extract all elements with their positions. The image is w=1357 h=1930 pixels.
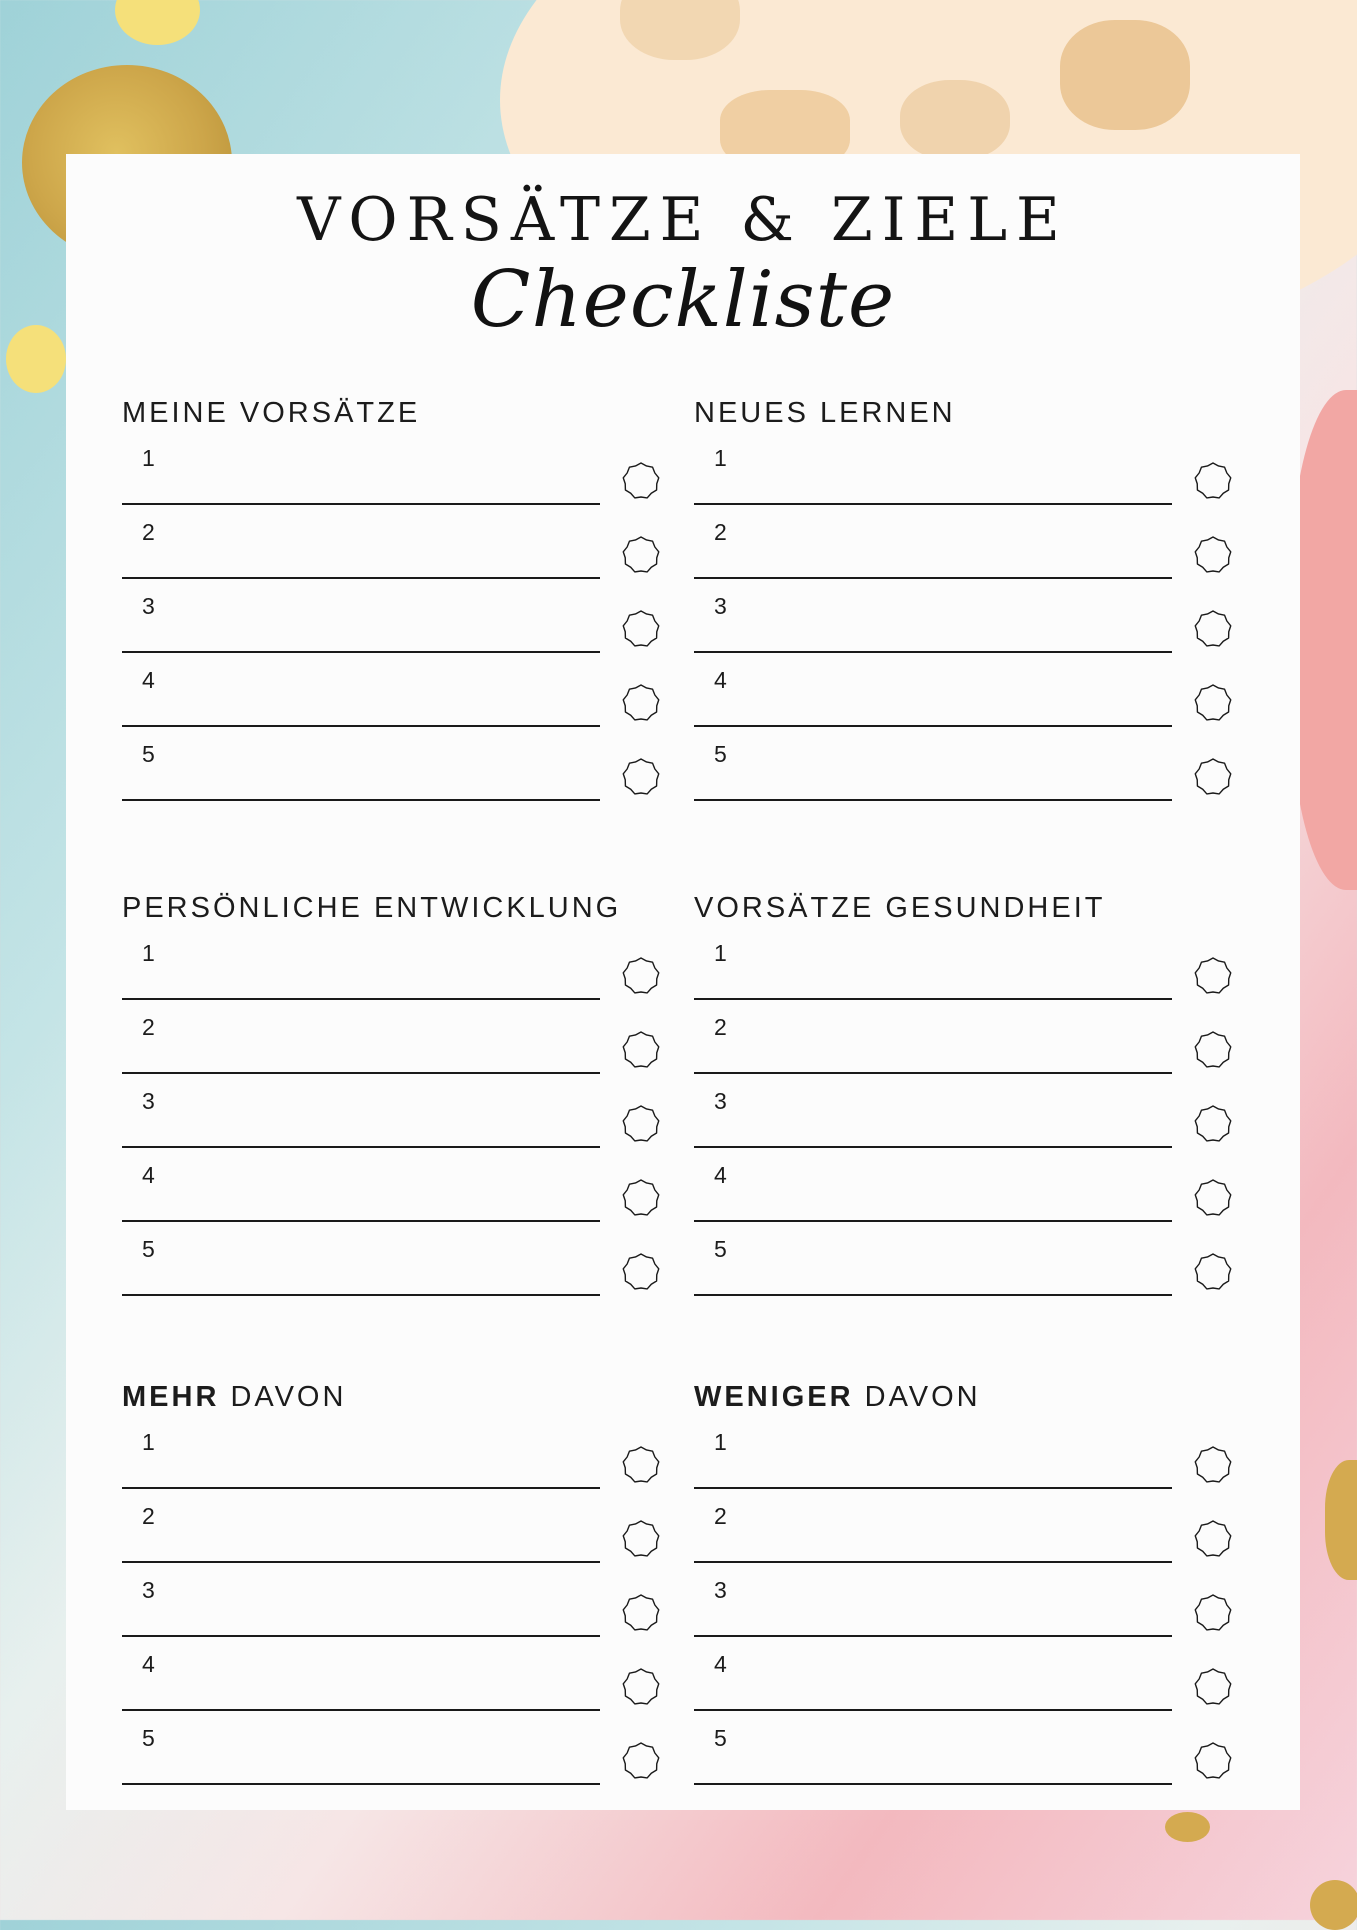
section-title [122, 1383, 346, 1412]
section-title-text: DAVON [853, 1381, 981, 1413]
scalloped-circle-checkbox-icon[interactable] [1193, 609, 1233, 649]
bg-gold-splash [1325, 1460, 1357, 1580]
section-title-bold: MEHR [122, 1381, 220, 1413]
section-title [122, 894, 621, 923]
row-number: 1 [142, 940, 155, 966]
row-number: 5 [142, 1236, 155, 1262]
checklist-row[interactable] [122, 1711, 600, 1785]
checklist-row[interactable] [122, 653, 600, 727]
checklist-row[interactable] [694, 1000, 1172, 1074]
row-number: 3 [714, 593, 727, 619]
write-line [694, 1783, 1172, 1785]
write-line [122, 1783, 600, 1785]
row-number: 3 [714, 1577, 727, 1603]
scalloped-circle-checkbox-icon[interactable] [1193, 1667, 1233, 1707]
row-number: 1 [714, 1429, 727, 1455]
row-number: 2 [142, 1014, 155, 1040]
row-number: 4 [714, 1162, 727, 1188]
scalloped-circle-checkbox-icon[interactable] [1193, 1252, 1233, 1292]
write-line [694, 799, 1172, 801]
checklist-row[interactable] [694, 926, 1172, 1000]
row-number: 2 [714, 519, 727, 545]
section-title [694, 894, 1106, 923]
row-number: 4 [142, 1651, 155, 1677]
write-line [122, 799, 600, 801]
checklist-row[interactable] [694, 1563, 1172, 1637]
row-number: 4 [142, 1162, 155, 1188]
checklist-row[interactable] [122, 1222, 600, 1296]
row-number: 3 [142, 1088, 155, 1114]
checklist-row[interactable] [122, 1074, 600, 1148]
checklist-section [66, 894, 646, 1334]
checklist-row[interactable] [122, 1148, 600, 1222]
row-number: 5 [714, 741, 727, 767]
row-number: 2 [142, 1503, 155, 1529]
checklist-row[interactable] [122, 1637, 600, 1711]
scalloped-circle-checkbox-icon[interactable] [1193, 461, 1233, 501]
checklist-row[interactable] [694, 1148, 1172, 1222]
bg-blob [1060, 20, 1190, 130]
scalloped-circle-checkbox-icon[interactable] [1193, 535, 1233, 575]
section-title-text: VORSÄTZE GESUNDHEIT [694, 892, 1106, 924]
row-number: 3 [714, 1088, 727, 1114]
row-number: 5 [714, 1725, 727, 1751]
scalloped-circle-checkbox-icon[interactable] [1193, 1030, 1233, 1070]
checklist-row[interactable] [694, 505, 1172, 579]
checklist-row[interactable] [694, 431, 1172, 505]
checklist-row[interactable] [694, 1711, 1172, 1785]
checklist-card [66, 154, 1300, 1810]
row-number: 1 [714, 445, 727, 471]
scalloped-circle-checkbox-icon[interactable] [1193, 1519, 1233, 1559]
bg-blob [900, 80, 1010, 160]
row-number: 3 [142, 593, 155, 619]
checklist-row[interactable] [694, 1222, 1172, 1296]
row-number: 3 [142, 1577, 155, 1603]
page-subtitle: Checkliste [470, 255, 896, 345]
checklist-row[interactable] [694, 579, 1172, 653]
write-line [694, 1294, 1172, 1296]
checklist-row[interactable] [122, 1000, 600, 1074]
row-number: 5 [142, 741, 155, 767]
row-number: 1 [142, 445, 155, 471]
scalloped-circle-checkbox-icon[interactable] [1193, 1593, 1233, 1633]
write-line [122, 1294, 600, 1296]
section-title [122, 399, 420, 428]
page-title: VORSÄTZE & ZIELE [297, 185, 1069, 255]
scalloped-circle-checkbox-icon[interactable] [1193, 1178, 1233, 1218]
checklist-row[interactable] [122, 505, 600, 579]
bg-gold-splash [1310, 1880, 1357, 1930]
row-number: 4 [142, 667, 155, 693]
checklist-row[interactable] [122, 1415, 600, 1489]
checklist-row[interactable] [122, 926, 600, 1000]
row-number: 4 [714, 667, 727, 693]
checklist-row[interactable] [694, 1489, 1172, 1563]
row-number: 2 [142, 519, 155, 545]
checklist-row[interactable] [122, 1489, 600, 1563]
row-number: 2 [714, 1503, 727, 1529]
checklist-section [66, 1383, 646, 1823]
row-number: 1 [714, 940, 727, 966]
checklist-row[interactable] [122, 431, 600, 505]
checklist-row[interactable] [694, 1637, 1172, 1711]
row-number: 5 [714, 1236, 727, 1262]
checklist-row[interactable] [694, 1074, 1172, 1148]
checklist-section [66, 399, 646, 839]
section-title-text: NEUES LERNEN [694, 397, 956, 429]
bg-coral-shape [1290, 390, 1357, 890]
section-title-bold: WENIGER [694, 1381, 854, 1413]
scalloped-circle-checkbox-icon[interactable] [1193, 956, 1233, 996]
row-number: 1 [142, 1429, 155, 1455]
row-number: 5 [142, 1725, 155, 1751]
checklist-row[interactable] [122, 1563, 600, 1637]
section-title [694, 1383, 981, 1412]
bg-yellow-splash [115, 0, 200, 45]
checklist-row[interactable] [694, 1415, 1172, 1489]
bg-yellow-splash [6, 325, 66, 393]
checklist-row[interactable] [694, 653, 1172, 727]
checklist-section [638, 894, 1218, 1334]
scalloped-circle-checkbox-icon[interactable] [1193, 1445, 1233, 1485]
section-title-text: PERSÖNLICHE ENTWICKLUNG [122, 892, 622, 924]
row-number: 4 [714, 1651, 727, 1677]
checklist-section [638, 1383, 1218, 1823]
section-title-text: MEINE VORSÄTZE [122, 397, 421, 429]
section-title-text: DAVON [219, 1381, 347, 1413]
checklist-row[interactable] [694, 727, 1172, 801]
checklist-section [638, 399, 1218, 839]
section-title [694, 399, 956, 428]
checklist-row[interactable] [122, 579, 600, 653]
scalloped-circle-checkbox-icon[interactable] [1193, 757, 1233, 797]
row-number: 2 [714, 1014, 727, 1040]
scalloped-circle-checkbox-icon[interactable] [1193, 1741, 1233, 1781]
checklist-row[interactable] [122, 727, 600, 801]
scalloped-circle-checkbox-icon[interactable] [1193, 1104, 1233, 1144]
scalloped-circle-checkbox-icon[interactable] [1193, 683, 1233, 723]
